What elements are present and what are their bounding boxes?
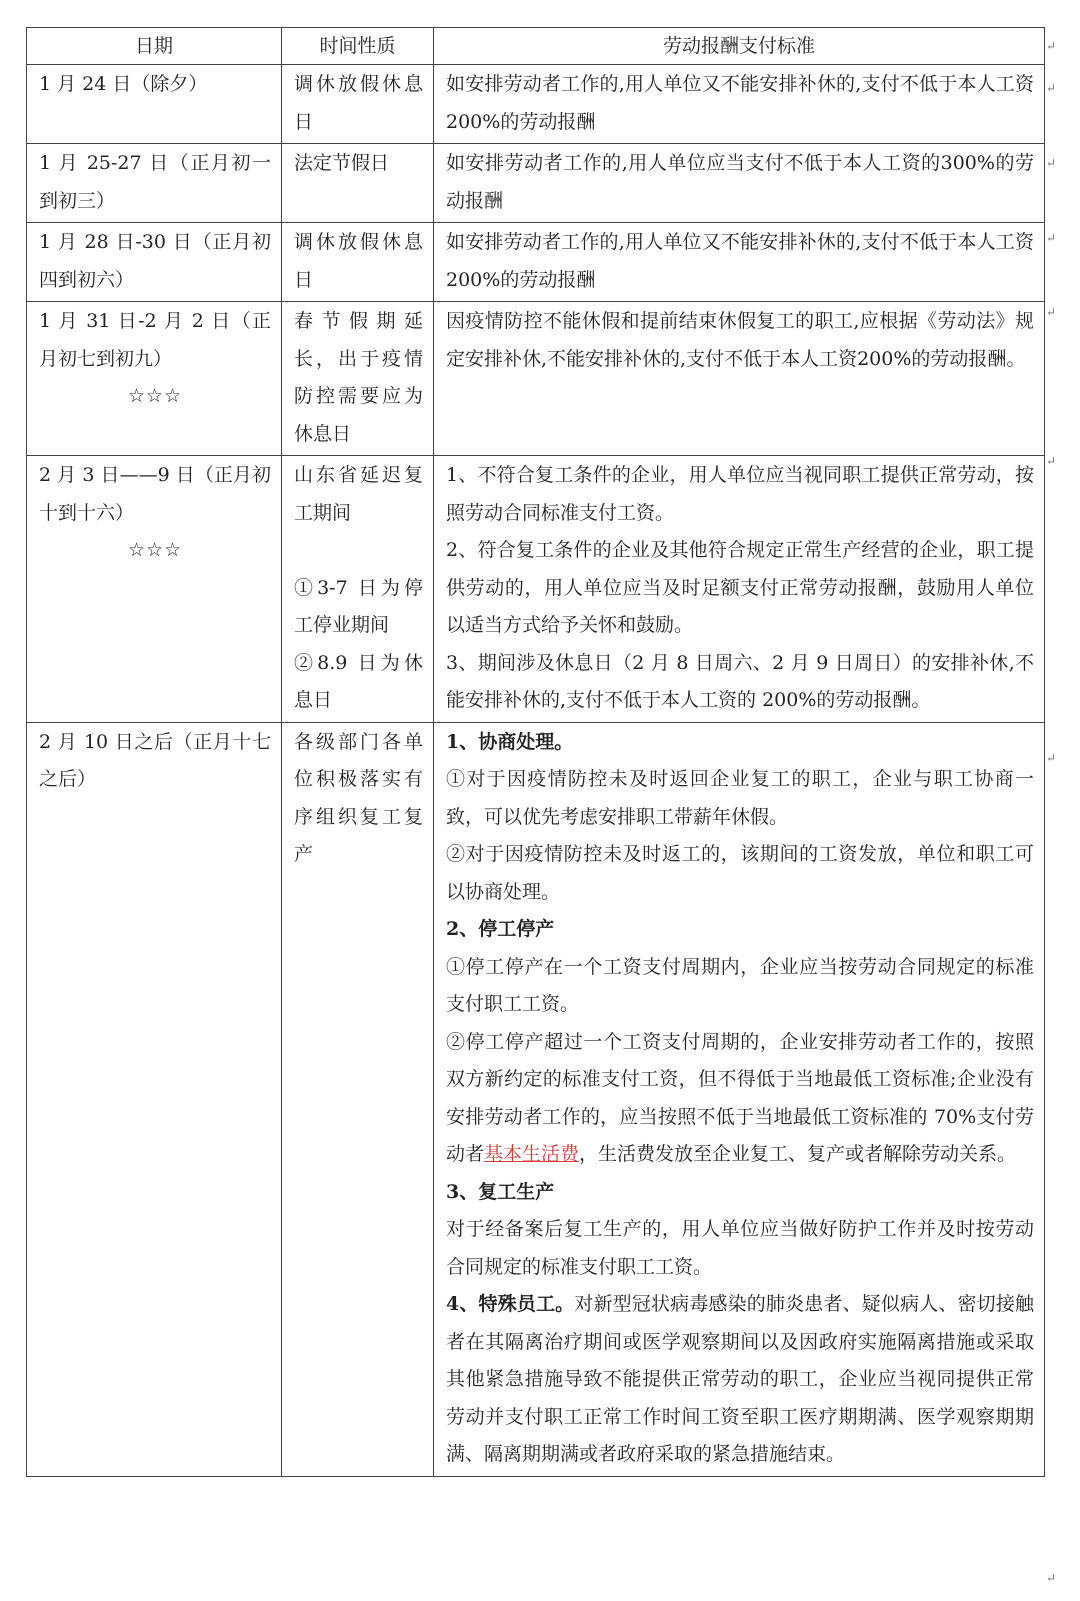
table-header-row bbox=[27, 28, 1045, 65]
nature-cell: 各级部门各单位积极落实有序组织复工复产 bbox=[282, 722, 434, 1476]
return-mark-icon: ↵ bbox=[1046, 39, 1057, 53]
header-nature: 时间性质 bbox=[282, 28, 434, 65]
nature-cell bbox=[282, 456, 434, 723]
star-rating: ☆☆☆ bbox=[127, 539, 183, 561]
date-text: 1 月 31 日-2 月 2 日（正月初七到初九） bbox=[39, 310, 271, 370]
standard-cell: 如安排劳动者工作的,用人单位应当支付不低于本人工资的300%的劳动报酬 bbox=[434, 144, 1045, 223]
table-row bbox=[27, 223, 1045, 302]
table-row bbox=[27, 302, 1045, 456]
return-mark-icon: ↵ bbox=[1046, 751, 1057, 765]
table-row bbox=[27, 65, 1045, 144]
return-mark-icon: ↵ bbox=[1046, 1571, 1057, 1585]
nature-text: 山东省延迟复工期间 bbox=[294, 464, 423, 524]
standard-cell: 因疫情防控不能休假和提前结束休假复工的职工,应根据《劳动法》规定安排补休,不能安排补休的,支付不低于本人工资200%的劳动报酬。 bbox=[434, 302, 1045, 456]
standard-paragraph: 1、不符合复工条件的企业，用人单位应当视同职工提供正常劳动，按照劳动合同标准支付工资。 bbox=[446, 464, 1034, 524]
section-paragraph bbox=[446, 1024, 1034, 1174]
return-mark-icon: ↵ bbox=[1046, 454, 1057, 468]
section-title: 3、复工生产 bbox=[446, 1180, 555, 1203]
star-rating: ☆☆☆ bbox=[127, 385, 183, 407]
nature-cell: 法定节假日 bbox=[282, 144, 434, 223]
date-cell: 2 月 10 日之后（正月十七之后） bbox=[27, 722, 282, 1476]
table-row bbox=[27, 144, 1045, 223]
section-title: 1、协商处理。 bbox=[446, 730, 574, 753]
return-mark-icon: ↵ bbox=[1046, 156, 1057, 170]
date-cell: 1 月 28 日-30 日（正月初四到初六） bbox=[27, 223, 282, 302]
section-paragraph bbox=[446, 1286, 1034, 1474]
date-cell: 1 月 25-27 日（正月初一到初三） bbox=[27, 144, 282, 223]
section-title: 2、停工停产 bbox=[446, 918, 555, 940]
return-mark-icon: ↵ bbox=[1046, 231, 1057, 245]
date-cell: 1 月 24 日（除夕） bbox=[27, 65, 282, 144]
return-mark-icon: ↵ bbox=[1046, 81, 1057, 95]
standard-paragraph: 2、符合复工条件的企业及其他符合规定正常生产经营的企业，职工提供劳动的，用人单位应当及时足额支付正常劳动报酬，鼓励用人单位以适当方式给予关怀和鼓励。 bbox=[446, 539, 1034, 636]
header-date: 日期 bbox=[27, 28, 282, 65]
nature-cell: 春节假期延长，出于疫情防控需要应为休息日 bbox=[282, 302, 434, 456]
nature-cell: 调休放假休息日 bbox=[282, 65, 434, 144]
standard-cell: 如安排劳动者工作的,用人单位又不能安排补休的,支付不低于本人工资 200%的劳动报酬 bbox=[434, 65, 1045, 144]
basic-living-expense-link[interactable]: 基本生活费 bbox=[484, 1143, 580, 1165]
standard-paragraph: 3、期间涉及休息日（2 月 8 日周六、2 月 9 日周日）的安排补休,不能安排补休的,支付不低于本人工资的 200%的劳动报酬。 bbox=[446, 651, 1034, 711]
return-mark-icon: ↵ bbox=[1046, 305, 1057, 319]
section-paragraph: 对于经备案后复工生产的，用人单位应当做好防护工作并及时按劳动合同规定的标准支付职工工资。 bbox=[446, 1218, 1034, 1278]
date-text: 2 月 3 日——9 日（正月初十到十六） bbox=[39, 464, 271, 524]
section-paragraph: ①停工停产在一个工资支付周期内，企业应当按劳动合同规定的标准支付职工工资。 bbox=[446, 955, 1034, 1015]
standard-cell bbox=[434, 722, 1045, 1476]
table-row bbox=[27, 722, 1045, 1476]
header-standard: 劳动报酬支付标准 bbox=[434, 28, 1045, 65]
paragraph-text: ②停工停产超过一个工资支付周期的，企业安排劳动者工作的，按照双方新约定的标准支付工资，但不得低于当地最低工资标准;企业没有安排劳动者工作的，应当按照不低于当地最低工资标准的 70%支付劳动者 bbox=[446, 1030, 1034, 1165]
paragraph-text: ，生活费发放至企业复工、复产或者解除劳动关系。 bbox=[579, 1143, 1017, 1165]
spacer bbox=[294, 532, 423, 570]
paragraph-text: 对新型冠状病毒感染的肺炎患者、疑似病人、密切接触者在其隔离治疗期间或医学观察期间以及因政府实施隔离措施或采取其他紧急措施导致不能提供正常劳动的职工，企业应当视同提供正常劳动并支付职工正常工作时间工资至职工医疗期期满、医学观察期期满、隔离期期满或者政府采取的紧急措施结束。 bbox=[446, 1293, 1034, 1465]
section-paragraph: ②对于因疫情防控未及时返工的，该期间的工资发放，单位和职工可以协商处理。 bbox=[446, 843, 1034, 903]
standard-cell: 如安排劳动者工作的,用人单位又不能安排补休的,支付不低于本人工资 200%的劳动报酬 bbox=[434, 223, 1045, 302]
wage-standard-table bbox=[26, 27, 1045, 1477]
date-cell bbox=[27, 456, 282, 723]
nature-note: ①3-7 日为停工停业期间 bbox=[294, 576, 423, 636]
section-paragraph: ①对于因疫情防控未及时返回企业复工的职工，企业与职工协商一致，可以优先考虑安排职工带薪年休假。 bbox=[446, 768, 1034, 828]
nature-cell: 调休放假休息日 bbox=[282, 223, 434, 302]
section-title: 4、特殊员工。 bbox=[446, 1293, 575, 1315]
nature-note: ②8.9 日为休息日 bbox=[294, 651, 423, 711]
date-cell bbox=[27, 302, 282, 456]
table-row bbox=[27, 456, 1045, 723]
standard-cell bbox=[434, 456, 1045, 723]
